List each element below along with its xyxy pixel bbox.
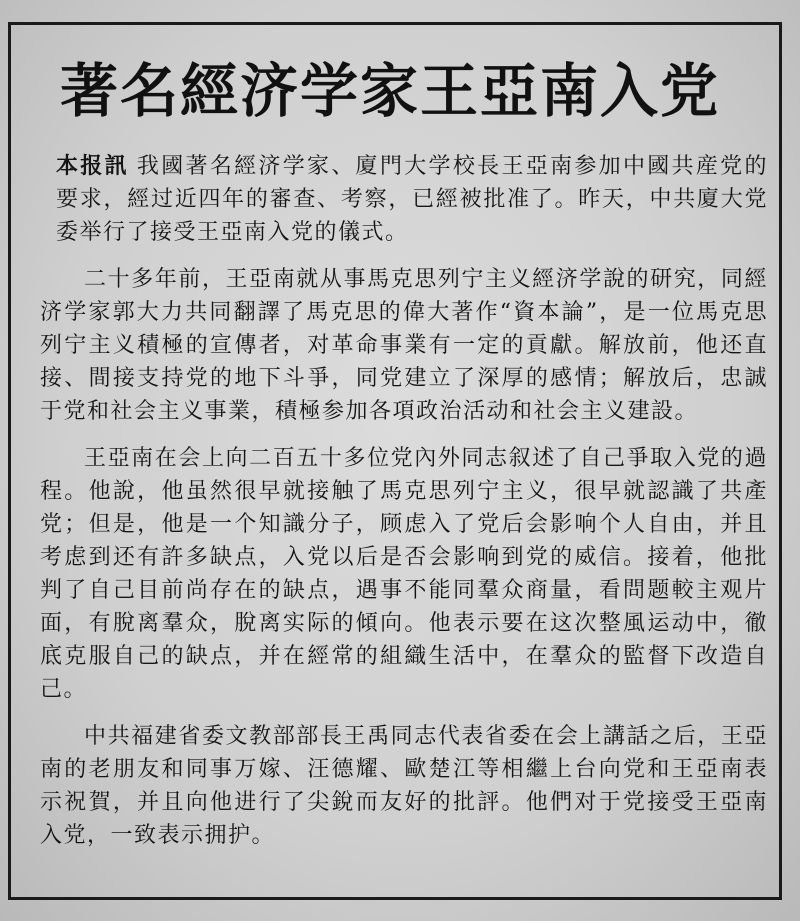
- article-byline: 本报訊: [56, 153, 129, 179]
- article-paragraph: 中共福建省委文教部部長王禹同志代表省委在会上講話之后，王亞南的老朋友和同事万嫁、汪德耀、歐楚江等相繼上台向党和王亞南表示祝賀，并且向他进行了尖銳而友好的批評。他們对于党接受王亞南入党，一致表示拥护。: [40, 724, 768, 848]
- article-body: [40, 150, 768, 866]
- article-headline: 著名經济学家王亞南入党: [59, 57, 720, 125]
- article-paragraph: 二十多年前，王亞南就从事馬克思列宁主义經济学說的研究，同經济学家郭大力共同翻譯了馬克思的偉大著作“資本論”，是一位馬克思列宁主义積極的宣傳者，对革命事業有一定的貢獻。解放前，他还直接、間接支持党的地下斗爭，同党建立了深厚的感情；解放后，忠誠于党和社会主义事業，積極参加各項政治活动和社会主义建設。: [40, 267, 768, 424]
- article-paragraph: [40, 150, 768, 249]
- paragraph-text: 我國著名經济学家、廈門大学校長王亞南参加中國共産党的要求，經过近四年的審查、考察，已經被批准了。昨天，中共廈大党委举行了接受王亞南入党的儀式。: [56, 154, 768, 245]
- article-paragraph: 王亞南在会上向二百五十多位党內外同志叙述了自己爭取入党的過程。他說，他虽然很早就接触了馬克思列宁主义，很早就認識了共產党；但是，他是一个知識分子，顾虑入了党后会影响个人自由，并且考虑到还有許多缺点，入党以后是否会影响到党的威信。接着，他批判了自己目前尚存在的缺点，遇事不能同羣众商量，看問题較主观片面，有脫离羣众，脫离实际的傾向。他表示要在这次整風运动中，徹底克服自己的缺点，并在經常的組織生活中，在羣众的監督下改造自己。: [40, 446, 768, 702]
